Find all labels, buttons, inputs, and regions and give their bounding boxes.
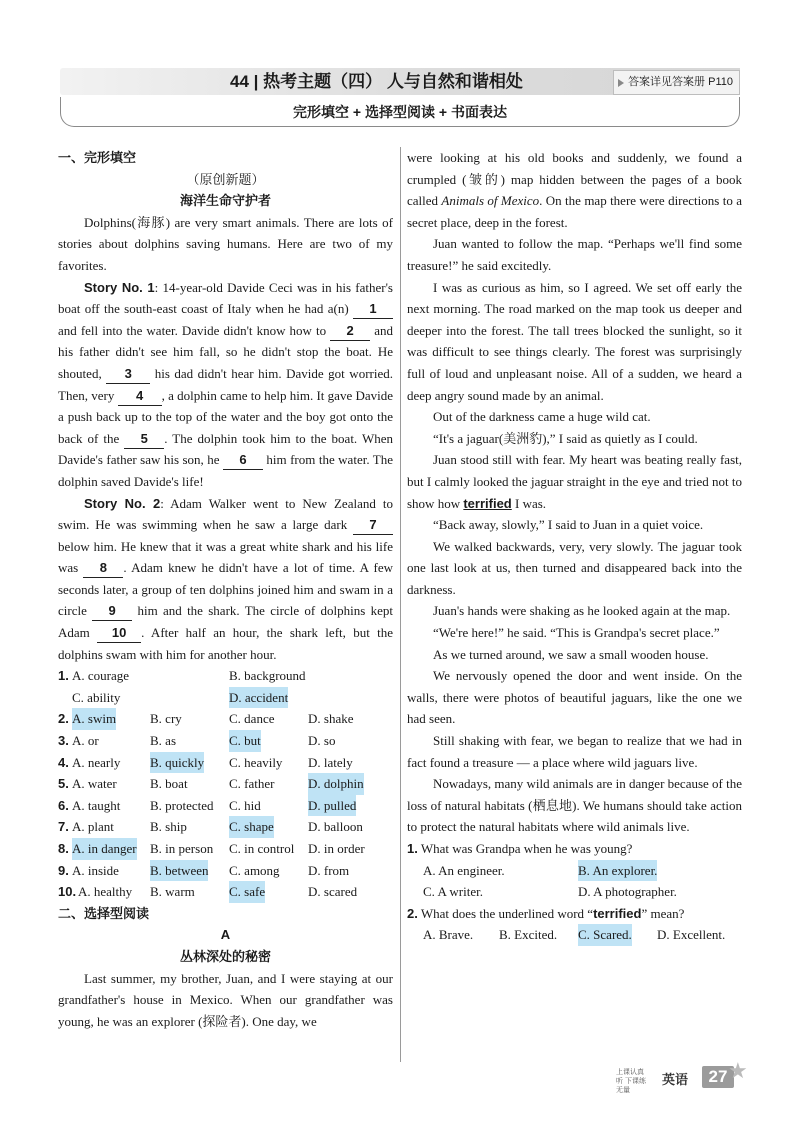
option-a[interactable]: A. nearly [72, 754, 121, 770]
blank-9[interactable]: 9 [92, 602, 132, 621]
option-a[interactable]: A. taught [72, 797, 121, 813]
option-d[interactable]: D. A photographer. [578, 884, 677, 900]
option-row-9 [58, 860, 393, 882]
option-d[interactable]: D. balloon [308, 819, 363, 835]
story-1-text: his dad didn't hear him. Davide got worried. Then, very [58, 365, 393, 403]
page-subtitle: 完形填空 + 选择型阅读 + 书面表达 [293, 104, 507, 120]
option-d[interactable]: D. in order [308, 841, 365, 856]
option-b[interactable]: B. in person [150, 841, 214, 856]
option-c[interactable]: C. among [229, 862, 280, 878]
question-number: 5. [58, 776, 69, 792]
option-b[interactable]: B. boat [150, 776, 188, 792]
option-d-selected[interactable]: D. dolphin [308, 773, 364, 795]
section-heading-reading: 二、选择型阅读 [58, 905, 150, 921]
option-row-7 [58, 816, 393, 838]
reading-text: Juan stood still with fear. My heart was beating really fast, but I calmly looked the jaguar straight in the eye and tried not to show how [407, 452, 742, 511]
option-b-selected[interactable]: B. An explorer. [578, 860, 657, 882]
option-d-selected[interactable]: D. accident [229, 687, 288, 709]
question-number: 2. [58, 711, 69, 727]
question-number: 3. [58, 733, 69, 749]
blank-3[interactable]: 3 [106, 365, 150, 384]
reading-paragraph-2: Juan wanted to follow the map. “Perhaps we'll find some treasure!” he said excitedly. [407, 236, 742, 273]
question-number: 7. [58, 819, 69, 835]
answer-reference [613, 70, 740, 95]
blank-5[interactable]: 5 [124, 430, 164, 449]
story-1-text: him from the water. The dolphin saved Davide's life! [58, 452, 394, 489]
option-c[interactable]: C. ability [72, 689, 121, 705]
reading-paragraph-12: We nervously opened the door and went inside. On the walls, there were photos of beautiful jaguars, like the one we had seen. [407, 668, 742, 727]
passage-letter: A [220, 927, 231, 943]
option-a[interactable]: A. Brave. [423, 927, 474, 943]
cloze-options [58, 665, 393, 903]
option-c-selected[interactable]: C. shape [229, 816, 274, 838]
story-2-text: : Adam Walker went to New Zealand to swim. He was swimming when he saw a large dark [58, 495, 394, 533]
reading-paragraph-14: Nowadays, many wild animals are in danger because of the loss of natural habitats (栖息地). We humans should take action to protect the natural habitats where wild animals live. [407, 776, 743, 835]
story-1-text: . The dolphin took him to the boat. When Davide's father saw his son, he [58, 430, 393, 468]
option-a[interactable]: A. courage [72, 668, 130, 684]
question-keyword: terrified [593, 905, 642, 921]
left-column [58, 147, 393, 1032]
reading-paragraph-7: “Back away, slowly,” I said to Juan in a quiet voice. [433, 517, 704, 533]
option-row-1-cont [58, 687, 393, 709]
reading-text: I was. [511, 495, 547, 511]
option-c[interactable]: C. A writer. [423, 884, 483, 900]
blank-8[interactable]: 8 [83, 559, 123, 578]
question-number: 8. [58, 841, 69, 856]
option-a[interactable]: A. healthy [78, 884, 133, 900]
option-row-2 [58, 708, 393, 730]
question-text: ” mean? [641, 905, 685, 921]
option-row-8 [58, 838, 393, 860]
story-1-text: and his father didn't see him fall, so he didn't stop the boat. He shouted, [58, 322, 393, 381]
cloze-story-2 [58, 493, 393, 666]
book-title: Animals of Mexico [441, 193, 540, 209]
question-text: What does the underlined word “ [420, 905, 594, 921]
option-b-selected[interactable]: B. quickly [150, 752, 204, 774]
story-1-text: , a dolphin came to help him. It gave Davide a push back up to the top of the water and the boy got onto the back of the [58, 387, 394, 446]
option-d[interactable]: D. shake [308, 711, 354, 727]
option-a[interactable]: A. water [72, 776, 117, 792]
blank-2[interactable]: 2 [330, 322, 370, 341]
story-2-text: below him. He knew that it was a great white shark and his life was [58, 538, 393, 576]
reading-paragraph-13: Still shaking with fear, we began to realize that we had in fact found a treasure — a place where wild jaguars live. [407, 733, 742, 770]
option-d[interactable]: D. scared [308, 884, 358, 900]
reading-paragraph-1: Last summer, my brother, Juan, and I were staying at our grandfather's house in Mexico. When our grandfather was young, he was an explorer (探险者). One day, we [58, 970, 393, 1029]
option-c[interactable]: C. father [229, 776, 275, 792]
reading-paragraph-5: “It's a jaguar(美洲豹),” I said as quietly as I could. [433, 430, 698, 446]
page-title: 44 | 热考主题（四） 人与自然和谐相处 [230, 72, 523, 91]
option-a-selected[interactable]: A. in danger [72, 838, 137, 860]
cloze-source: （原创新题） [186, 171, 265, 187]
story-2-text: . After half an hour, the shark left, but the dolphins swam with him for another hour. [58, 625, 393, 662]
question-number: 10. [58, 884, 77, 900]
option-c-selected[interactable]: C. Scared. [578, 924, 632, 946]
cloze-story-1 [58, 277, 393, 493]
option-c[interactable]: C. dance [229, 711, 275, 727]
underlined-word: terrified [463, 495, 512, 511]
option-row-6 [58, 795, 393, 817]
option-b[interactable]: B. as [150, 733, 176, 749]
question-1 [407, 838, 742, 860]
subtitle-box [60, 97, 740, 127]
blank-10[interactable]: 10 [97, 624, 141, 643]
reading-paragraph-1-cont [407, 147, 742, 233]
option-b[interactable]: B. background [229, 668, 306, 684]
option-a[interactable]: A. An engineer. [423, 862, 505, 878]
story-2-label: Story No. 2 [84, 495, 161, 511]
option-c[interactable]: C. in control [229, 841, 295, 856]
blank-1[interactable]: 1 [353, 300, 393, 319]
option-d[interactable]: D. from [308, 862, 350, 878]
option-b[interactable]: B. protected [150, 797, 214, 813]
option-row-4 [58, 752, 393, 774]
reading-text: were looking at his old books and suddenly, we found a crumpled (皱的) map hidden between the pages of a book called [407, 150, 742, 209]
answer-reference-text: 答案详见答案册 P110 [628, 76, 733, 88]
option-a-selected[interactable]: A. swim [72, 708, 116, 730]
question-number: 1. [58, 668, 69, 684]
page-header [60, 68, 740, 95]
footer-slogan: 上课认真听 下课练无量 [616, 1069, 646, 1094]
option-d[interactable]: D. so [308, 733, 336, 749]
option-c[interactable]: C. hid [229, 797, 261, 813]
page-footer [616, 1058, 748, 1094]
right-column [407, 147, 742, 946]
question-number: 6. [58, 797, 69, 813]
option-d-selected[interactable]: D. pulled [308, 795, 356, 817]
option-row-1 [58, 665, 393, 687]
question-text: What was Grandpa when he was young? [420, 841, 633, 856]
page-number: 27 [702, 1066, 734, 1088]
story-1-label: Story No. 1 [84, 279, 155, 295]
reading-paragraph-11: As we turned around, we saw a small wooden house. [433, 646, 709, 662]
story-2-text: . Adam knew he didn't have a lot of time. A few seconds later, a group of ten dolphins joined him and swam in a circle [58, 560, 393, 619]
question-2 [407, 903, 742, 925]
question-1-options-row-1 [407, 860, 742, 882]
reading-title: 丛林深处的秘密 [179, 948, 271, 964]
reading-paragraph-3: I was as curious as him, so I agreed. We set off early the next morning. The road marked on the map took us deeper and deeper into the forest. The tall trees blocked the sunlight, so it was difficult to see things clearly. The forest was surprisingly full of loud and unpleasant noise. All of a sudden, we heard a deep angry sound made by an animal. [407, 279, 742, 403]
question-number: 1. [407, 841, 418, 856]
story-2-text: him and the shark. The circle of dolphins kept Adam [58, 603, 393, 641]
star-mascot-icon: ★ [728, 1058, 748, 1083]
option-c[interactable]: C. heavily [229, 754, 283, 770]
option-d[interactable]: D. lately [308, 754, 353, 770]
option-b-selected[interactable]: B. between [150, 860, 208, 882]
option-c-selected[interactable]: C. safe [229, 881, 265, 903]
footer-subject: 英语 [662, 1072, 689, 1087]
triangle-icon [618, 79, 624, 87]
option-b[interactable]: B. Excited. [499, 927, 558, 943]
option-c-selected[interactable]: C. but [229, 730, 261, 752]
reading-text: . On the map there were directions to a secret place, deep in the forest. [407, 193, 742, 230]
option-row-10 [58, 881, 393, 903]
cloze-intro: Dolphins(海豚) are very smart animals. There are lots of stories about dolphins saving humans. Here are two of my favorites. [58, 214, 393, 273]
blank-6[interactable]: 6 [223, 451, 263, 470]
blank-4[interactable]: 4 [118, 387, 162, 406]
question-number: 2. [407, 905, 418, 921]
option-row-3 [58, 730, 393, 752]
question-1-options-row-2 [407, 881, 742, 903]
question-2-options [407, 924, 742, 946]
option-b[interactable]: B. cry [150, 711, 182, 727]
story-1-text: : 14-year-old Davide Ceci was in his father's boat off the south-east coast of Italy when he had a(n) [58, 279, 393, 317]
blank-7[interactable]: 7 [353, 516, 393, 535]
column-divider [400, 147, 401, 1062]
option-b[interactable]: B. ship [150, 819, 187, 835]
question-number: 9. [58, 862, 69, 878]
section-heading-cloze: 一、完形填空 [58, 150, 137, 165]
reading-paragraph-4: Out of the darkness came a huge wild cat. [433, 409, 651, 425]
question-number: 4. [58, 754, 69, 770]
option-d[interactable]: D. Excellent. [657, 927, 726, 943]
option-a[interactable]: A. or [72, 733, 99, 749]
reading-paragraph-10: “We're here!” he said. “This is Grandpa's secret place.” [433, 625, 720, 641]
option-row-5 [58, 773, 393, 795]
option-a[interactable]: A. inside [72, 862, 119, 878]
option-b[interactable]: B. warm [150, 884, 195, 900]
story-1-text: and fell into the water. Davide didn't know how to [58, 322, 331, 338]
reading-paragraph-6 [407, 449, 742, 514]
reading-paragraph-8: We walked backwards, very, very slowly. The jaguar took one last look at us, then turned and disappeared back into the darkness. [407, 538, 742, 597]
reading-paragraph-9: Juan's hands were shaking as he looked again at the map. [433, 603, 731, 619]
option-a[interactable]: A. plant [72, 819, 114, 835]
cloze-title: 海洋生命守护者 [179, 193, 271, 209]
